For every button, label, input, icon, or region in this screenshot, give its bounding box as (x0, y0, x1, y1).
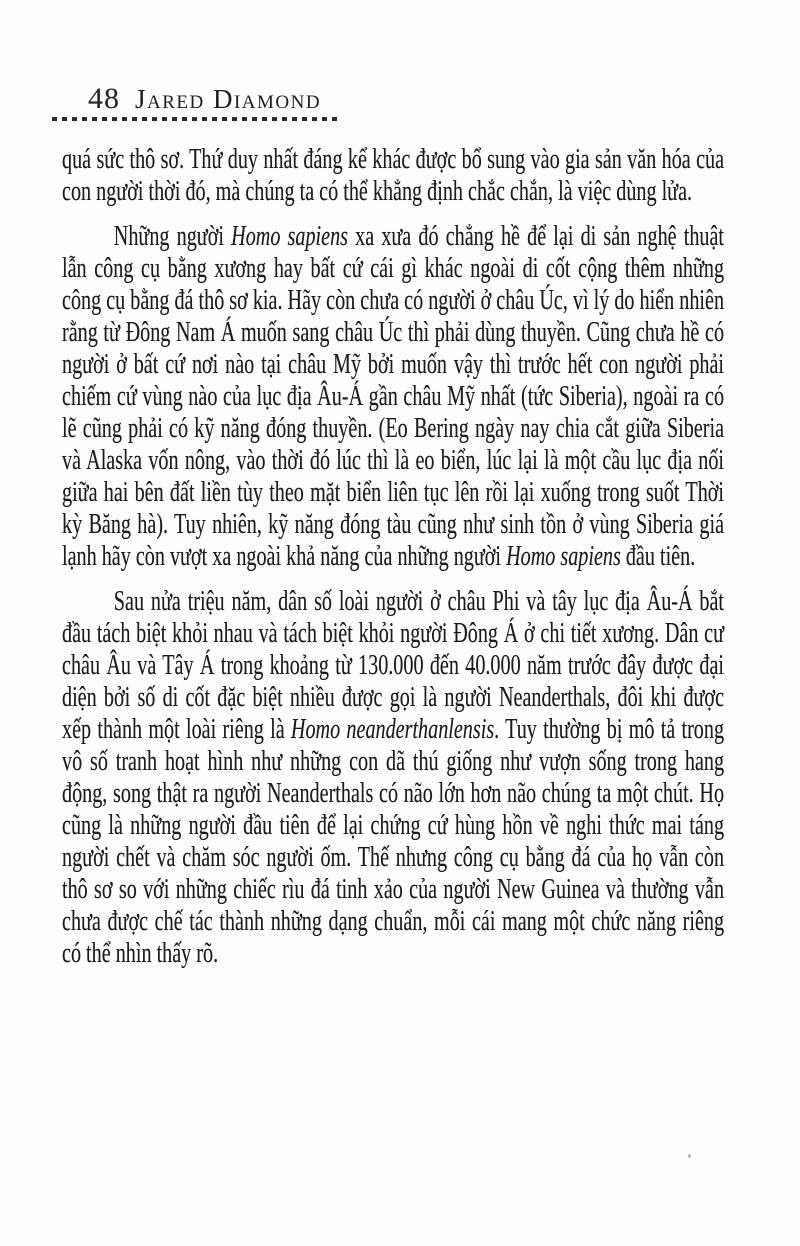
text-segment: xa xưa đó chẳng hề để lại di sản nghệ thuật lẫn công cụ bằng xương hay bất cứ cái gì khác ngoài di cốt cộng thêm những công cụ bằng đá thô sơ kia. Hãy còn chưa có người ở châu Úc, vì lý do hiển nhiên rằng từ Đông Nam Á muốn sang châu Úc thì phải dùng thuyền. Cũng chưa hề có người ở bất cứ nơi nào tại châu Mỹ bởi muốn vậy thì trước hết con người phải chiếm cứ vùng nào của lục địa Âu-Á gần châu Mỹ nhất (tức Siberia), ngoài ra có lẽ cũng phải có kỹ năng đóng thuyền. (Eo Bering ngày nay chia cắt giữa Siberia và Alaska vốn nông, vào thời đó lúc thì là eo biển, lúc lại là một cầu lục địa nối giữa hai bên đất liền tùy theo mặt biển liên tục lên rồi lại xuống trong suốt Thời kỳ Băng hà). Tuy nhiên, kỹ năng đóng tàu cũng như sinh tồn ở vùng Siberia giá lạnh hãy còn vượt xa ngoài khả năng của những người (62, 221, 725, 572)
text-segment: đầu tiên. (620, 541, 696, 572)
species-name-italic: Homo sapiens (231, 221, 348, 252)
header-dashed-rule (52, 117, 337, 121)
species-name-italic: Homo sapiens (506, 541, 621, 572)
running-header (0, 82, 800, 116)
running-header-author: Jared Diamond (135, 84, 322, 114)
page-number: 48 (88, 82, 120, 115)
text-segment: . Tuy thường bị mô tả trong vô số tranh hoạt hình như những con dã thú giống như vượn sống trong hang động, song thật ra người Neanderthals có não lớn hơn não chúng ta một chút. Họ cũng là những người đầu tiên để lại chứng cứ hùng hồn về nghi thức mai táng người chết và chăm sóc người ốm. Thế nhưng công cụ bằng đá của họ vẫn còn thô sơ so với những chiếc rìu đá tinh xảo của người New Guinea và thường vẫn chưa được chế tác thành những dạng chuẩn, mỗi cái mang một chức năng riêng có thể nhìn thấy rõ. (62, 714, 725, 969)
page-body (62, 144, 724, 1144)
text-segment: Những người (113, 221, 232, 252)
paragraph (62, 144, 724, 208)
scan-noise-speck (688, 1154, 691, 1158)
text-segment: quá sức thô sơ. Thứ duy nhất đáng kể khác được bổ sung vào gia sản văn hóa của con người thời đó, mà chúng ta có thể khẳng định chắc chắn, là việc dùng lửa. (62, 144, 725, 207)
paragraph (62, 586, 724, 970)
text-column (62, 144, 724, 970)
paragraph (62, 221, 724, 573)
text-segment: Sau nửa triệu năm, dân số loài người ở châu Phi và tây lục địa Âu-Á bắt đầu tách biệt khỏi nhau và tách biệt khỏi người Đông Á ở chi tiết xương. Dân cư châu Âu và Tây Á trong khoảng từ 130.000 đến 40.000 năm trước đây được đại diện bởi số di cốt đặc biệt nhiều được gọi là người Neanderthals, đôi khi được xếp thành một loài riêng là (62, 586, 725, 745)
species-name-italic: Homo neanderthanlensis (290, 714, 495, 745)
